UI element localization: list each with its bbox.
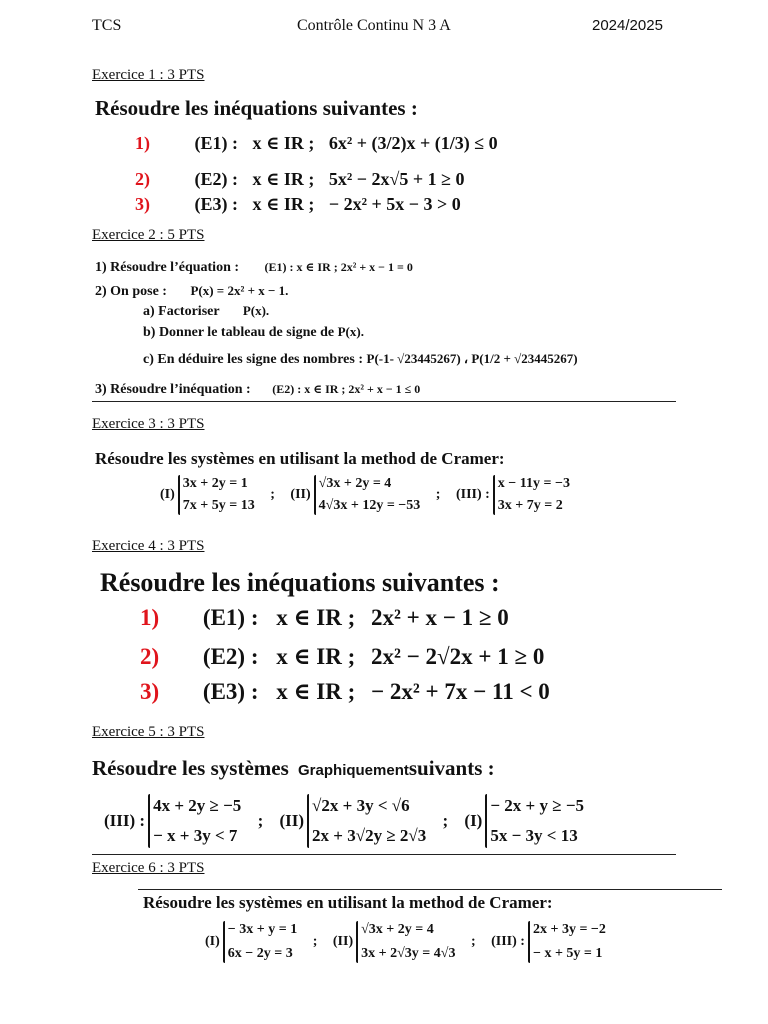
header-year: 2024/2025 [592, 17, 663, 34]
ex3-title: Exercice 3 : 3 PTS [92, 416, 205, 432]
ex5-instruction: Résoudre les systèmes Graphiquementsuivants : [92, 756, 495, 780]
ex2-a: a) Factoriser P(x). [143, 303, 270, 319]
header-class: TCS [92, 17, 122, 34]
ex1-item-3: 3) (E3) : x ∈ IR ; − 2x² + 5x − 3 > 0 [135, 194, 461, 214]
ex2-title: Exercice 2 : 5 PTS [92, 227, 205, 243]
ex6-system-2: (II) √3x + 2y = 4 3x + 2√3y = 4√3 [332, 922, 456, 961]
ex4-item-2: 2) (E2) : x ∈ IR ; 2x² − 2√2x + 1 ≥ 0 [140, 644, 545, 669]
ex4-item-3: 3) (E3) : x ∈ IR ; − 2x² + 7x − 11 < 0 [140, 679, 550, 704]
ex2-b: b) Donner le tableau de signe de P(x). [143, 324, 364, 340]
ex1-title: Exercice 1 : 3 PTS [92, 67, 205, 83]
ex6-systems: (I) − 3x + y = 1 6x − 2y = 3 ; (II) √3x + 2y = 4 3x + 2√3y = 4√3 ; (III) : 2x + 3y = −2 − x + 5y = 1 [205, 922, 606, 961]
ex3-system-3: (III) : x − 11y = −3 3x + 7y = 2 [455, 476, 570, 513]
divider [138, 889, 722, 890]
ex5-system-2: (II) √2x + 3y < √6 2x + 3√2y ≥ 2√3 [279, 794, 426, 848]
divider [92, 401, 676, 402]
header-title: Contrôle Continu N 3 A [297, 17, 451, 34]
ex5-systems: (III) : 4x + 2y ≥ −5 − x + 3y < 7 ; (II) √2x + 3y < √6 2x + 3√2y ≥ 2√3 ; (I) − 2x + y ≥ −5 5x − 3y < 13 [104, 794, 584, 848]
ex3-system-2: (II) √3x + 2y = 4 4√3x + 12y = −53 [290, 476, 421, 513]
ex6-instruction: Résoudre les systèmes en utilisant la method de Cramer: [143, 893, 553, 912]
ex1-instruction: Résoudre les inéquations suivantes : [95, 96, 418, 120]
ex5-system-1: (III) : 4x + 2y ≥ −5 − x + 3y < 7 [104, 794, 241, 848]
ex4-instruction: Résoudre les inéquations suivantes : [100, 568, 500, 597]
divider [92, 854, 676, 855]
ex1-item-2: 2) (E2) : x ∈ IR ; 5x² − 2x√5 + 1 ≥ 0 [135, 169, 465, 189]
ex6-system-3: (III) : 2x + 3y = −2 − x + 5y = 1 [491, 922, 606, 961]
ex2-line-2: 2) On pose : P(x) = 2x² + x − 1. [95, 283, 289, 299]
ex2-line-1: 1) Résoudre l’équation : (E1) : x ∈ IR ; 2x² + x − 1 = 0 [95, 260, 413, 275]
ex6-title: Exercice 6 : 3 PTS [92, 860, 205, 876]
ex3-instruction: Résoudre les systèmes en utilisant la method de Cramer: [95, 449, 505, 468]
ex2-c: c) En déduire les signe des nombres : P(-1- √23445267) ، P(1/2 + √23445267) [143, 351, 578, 367]
ex5-system-3: (I) − 2x + y ≥ −5 5x − 3y < 13 [464, 794, 584, 848]
ex4-item-1: 1) (E1) : x ∈ IR ; 2x² + x − 1 ≥ 0 [140, 605, 509, 630]
ex6-system-1: (I) − 3x + y = 1 6x − 2y = 3 [205, 922, 298, 961]
ex3-system-1: (I) 3x + 2y = 1 7x + 5y = 13 [160, 476, 255, 513]
ex3-systems: (I) 3x + 2y = 1 7x + 5y = 13 ; (II) √3x + 2y = 4 4√3x + 12y = −53 ; (III) : x − 11y = −3 3x + 7y = 2 [160, 476, 570, 513]
ex1-item-1: 1) (E1) : x ∈ IR ; 6x² + (3/2)x + (1/3) ≤ 0 [135, 133, 498, 153]
ex4-title: Exercice 4 : 3 PTS [92, 538, 205, 554]
ex5-title: Exercice 5 : 3 PTS [92, 724, 205, 740]
ex2-line-3: 3) Résoudre l’inéquation : (E2) : x ∈ IR ; 2x² + x − 1 ≤ 0 [95, 382, 421, 397]
